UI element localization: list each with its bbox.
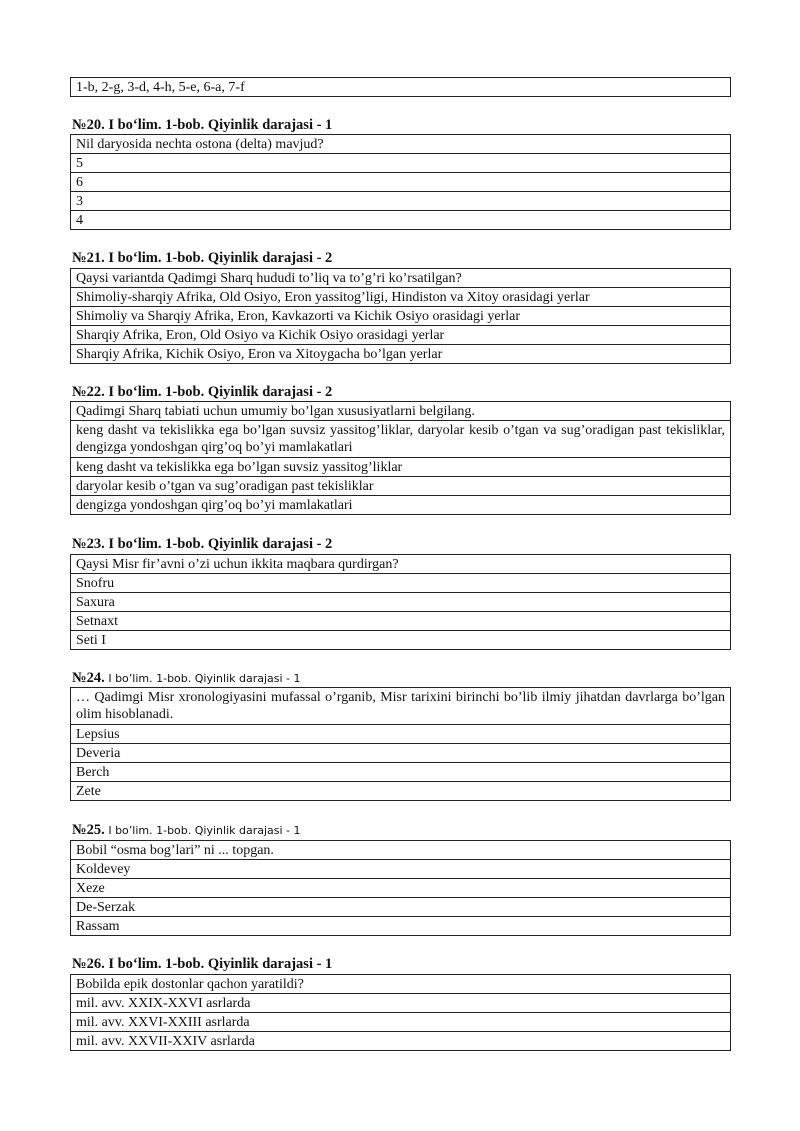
table-row bbox=[71, 421, 731, 458]
table-row bbox=[71, 763, 731, 782]
table-row bbox=[71, 288, 731, 307]
option: Zete bbox=[71, 782, 731, 801]
option: keng dasht va tekislikka ega bo’lgan suvsiz yassitog’liklar bbox=[71, 458, 731, 477]
question-25-table bbox=[70, 840, 731, 936]
option: 6 bbox=[71, 173, 731, 192]
option: dengizga yondoshgan qirg’oq bo’yi mamlakatlari bbox=[71, 496, 731, 515]
option: keng dasht va tekislikka ega bo’lgan suvsiz yassitog’liklar, daryolar kesib o’tgan va sug’oradigan past tekisliklar, dengizga yondoshgan qirg’oq bo’yi mamlakatlari bbox=[71, 421, 731, 458]
option: Koldevey bbox=[71, 860, 731, 879]
option: Shimoliy-sharqiy Afrika, Old Osiyo, Eron yassitog’ligi, Hindiston va Xitoy orasidagi yerlar bbox=[71, 288, 731, 307]
question-number: №22. bbox=[72, 384, 105, 400]
table-row bbox=[71, 555, 731, 574]
table-row bbox=[71, 898, 731, 917]
question-22-table bbox=[70, 401, 731, 515]
option: mil. avv. XXVI-XXIII asrlarda bbox=[71, 1013, 731, 1032]
question-text: Qaysi Misr fir’avni o’zi uchun ikkita maqbara qurdirgan? bbox=[71, 555, 731, 574]
question-20-table bbox=[70, 134, 731, 230]
table-row bbox=[71, 860, 731, 879]
option: mil. avv. XXIX-XXVI asrlarda bbox=[71, 994, 731, 1013]
table-row bbox=[71, 593, 731, 612]
table-row bbox=[71, 269, 731, 288]
question-title: I bo‘lim. 1-bob. Qiyinlik darajasi - 2 bbox=[108, 384, 333, 400]
question-text: Bobilda epik dostonlar qachon yaratildi? bbox=[71, 975, 731, 994]
question-text: Bobil “osma bog’lari” ni ... topgan. bbox=[71, 841, 731, 860]
question-24-table bbox=[70, 687, 731, 801]
table-row bbox=[71, 154, 731, 173]
option: De-Serzak bbox=[71, 898, 731, 917]
option: Saxura bbox=[71, 593, 731, 612]
table-row bbox=[71, 1032, 731, 1051]
question-21-heading bbox=[72, 250, 332, 266]
question-text: … Qadimgi Misr xronologiyasini mufassal o’rganib, Misr tarixini birinchi bo’lib ilmiy jihatdan davrlarga bo’lgan olim hisoblanadi. bbox=[71, 688, 731, 725]
option: Snofru bbox=[71, 574, 731, 593]
question-title: I bo’lim. 1-bob. Qiyinlik darajasi - 1 bbox=[108, 672, 301, 685]
table-row bbox=[71, 192, 731, 211]
question-text: Qaysi variantda Qadimgi Sharq hududi to’liq va to’g’ri ko’rsatilgan? bbox=[71, 269, 731, 288]
option: Xeze bbox=[71, 879, 731, 898]
question-number: №24. bbox=[72, 670, 105, 686]
question-number: №20. bbox=[72, 117, 105, 133]
question-26-heading bbox=[72, 956, 332, 972]
table-row bbox=[71, 975, 731, 994]
table-row bbox=[71, 612, 731, 631]
option: Setnaxt bbox=[71, 612, 731, 631]
question-24-heading bbox=[72, 670, 301, 687]
table-row bbox=[71, 307, 731, 326]
option: Deveria bbox=[71, 744, 731, 763]
question-20-heading bbox=[72, 117, 332, 133]
table-row bbox=[71, 879, 731, 898]
table-row bbox=[71, 345, 731, 364]
question-text: Nil daryosida nechta ostona (delta) mavjud? bbox=[71, 135, 731, 154]
option: Rassam bbox=[71, 917, 731, 936]
table-row bbox=[71, 994, 731, 1013]
option: 4 bbox=[71, 211, 731, 230]
option: mil. avv. XXVII-XXIV asrlarda bbox=[71, 1032, 731, 1051]
table-row bbox=[71, 782, 731, 801]
question-number: №25. bbox=[72, 822, 105, 838]
question-title: I bo‘lim. 1-bob. Qiyinlik darajasi - 2 bbox=[108, 536, 333, 552]
option: Berch bbox=[71, 763, 731, 782]
option: 5 bbox=[71, 154, 731, 173]
option: 3 bbox=[71, 192, 731, 211]
table-row bbox=[71, 173, 731, 192]
table-row bbox=[71, 688, 731, 725]
table-row bbox=[71, 725, 731, 744]
question-title: I bo‘lim. 1-bob. Qiyinlik darajasi - 2 bbox=[108, 250, 333, 266]
table-row bbox=[71, 744, 731, 763]
question-text: Qadimgi Sharq tabiati uchun umumiy bo’lgan xususiyatlarni belgilang. bbox=[71, 402, 731, 421]
table-row bbox=[71, 917, 731, 936]
question-21-table bbox=[70, 268, 731, 364]
table-row bbox=[71, 496, 731, 515]
table-row bbox=[71, 841, 731, 860]
table-row bbox=[71, 458, 731, 477]
table-row bbox=[71, 477, 731, 496]
option: Sharqiy Afrika, Eron, Old Osiyo va Kichik Osiyo orasidagi yerlar bbox=[71, 326, 731, 345]
question-title: I bo‘lim. 1-bob. Qiyinlik darajasi - 1 bbox=[108, 117, 333, 133]
table-row bbox=[71, 326, 731, 345]
table-row bbox=[71, 574, 731, 593]
question-title: I bo‘lim. 1-bob. Qiyinlik darajasi - 1 bbox=[108, 956, 333, 972]
option: Sharqiy Afrika, Kichik Osiyo, Eron va Xitoygacha bo’lgan yerlar bbox=[71, 345, 731, 364]
question-number: №23. bbox=[72, 536, 105, 552]
answer-table bbox=[70, 77, 731, 97]
question-number: №21. bbox=[72, 250, 105, 266]
question-26-table bbox=[70, 974, 731, 1051]
table-row bbox=[71, 211, 731, 230]
table-row bbox=[71, 402, 731, 421]
question-number: №26. bbox=[72, 956, 105, 972]
table-row bbox=[71, 1013, 731, 1032]
option: daryolar kesib o’tgan va sug’oradigan past tekisliklar bbox=[71, 477, 731, 496]
table-row bbox=[71, 631, 731, 650]
answer-key: 1-b, 2-g, 3-d, 4-h, 5-e, 6-a, 7-f bbox=[71, 78, 731, 97]
question-22-heading bbox=[72, 384, 332, 400]
option: Shimoliy va Sharqiy Afrika, Eron, Kavkazorti va Kichik Osiyo orasidagi yerlar bbox=[71, 307, 731, 326]
option: Seti I bbox=[71, 631, 731, 650]
question-25-heading bbox=[72, 822, 301, 839]
question-23-heading bbox=[72, 536, 332, 552]
table-row bbox=[71, 135, 731, 154]
table-row bbox=[71, 78, 731, 97]
question-23-table bbox=[70, 554, 731, 650]
option: Lepsius bbox=[71, 725, 731, 744]
question-title: I bo’lim. 1-bob. Qiyinlik darajasi - 1 bbox=[108, 824, 301, 837]
